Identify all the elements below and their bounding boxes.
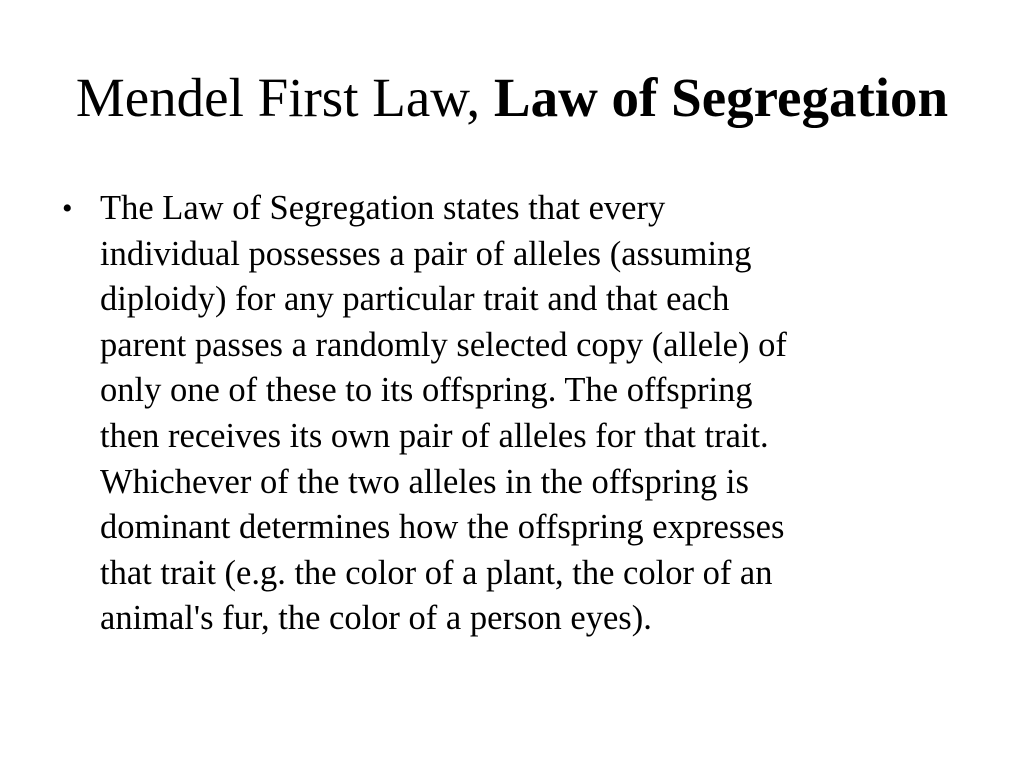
bullet-line: then receives its own pair of alleles for that trait.: [100, 416, 769, 455]
bullet-line: The Law of Segregation states that every: [100, 189, 666, 227]
bullet-marker: •: [62, 192, 73, 225]
bullet-line: individual possesses a pair of alleles (assuming: [100, 234, 752, 273]
title-bold-text: Law of Segregation: [493, 67, 949, 128]
bullet-line: that trait (e.g. the color of a plant, the color of an: [100, 553, 773, 592]
bullet-line: dominant determines how the offspring expresses: [100, 508, 785, 547]
bullet-line: diploidy) for any particular trait and that each: [100, 280, 730, 319]
bullet-line: animal's fur, the color of a person eyes).: [100, 599, 652, 638]
bullet-list: [62, 186, 972, 642]
slide-title: [0, 66, 1024, 130]
bullet-item: [62, 186, 972, 642]
bullet-line: Whichever of the two alleles in the offspring is: [100, 462, 749, 501]
bullet-text: [100, 186, 972, 642]
title-regular-text: Mendel First Law,: [75, 67, 494, 128]
bullet-line: parent passes a randomly selected copy (allele) of: [100, 325, 787, 364]
bullet-line: only one of these to its offspring. The offspring: [100, 371, 753, 410]
